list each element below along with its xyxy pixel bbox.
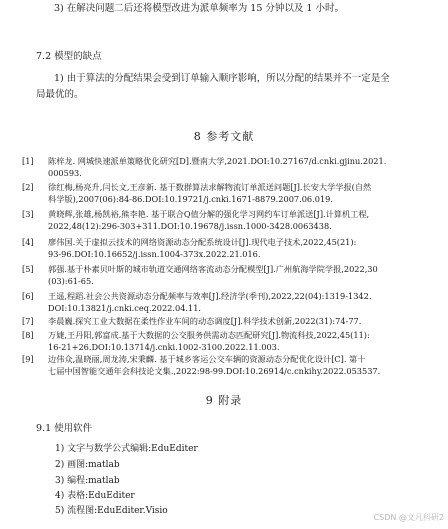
reference-text-cont: 16-21+26.DOI:10.13714/j.cnki.1002-3100.2022.11.003.	[48, 342, 280, 352]
reference-number: [4]	[22, 237, 34, 247]
reference-text: 陈梓龙. 网城快速派单策略优化研究[D].暨南大学,2021.DOI:10.27167/d.cnki.gjinu.2021.	[48, 156, 387, 166]
reference-text: 徐红梅,杨亮升,闫长文,王彦新. 基于数群算法求解物流订单派送问题[J].长安大学学报(自然	[48, 182, 372, 192]
reference-text-cont: 000593.	[48, 168, 82, 178]
references-title: 8 参考文献	[193, 130, 255, 143]
reference-number: [3]	[22, 209, 34, 219]
reference-text-cont: 七届中国智能交通年会科技论文集.,2022:98-99.DOI:10.26914/c.cnkihy.2022.053537.	[48, 366, 381, 376]
reference-number: [1]	[22, 156, 34, 166]
software-item: 5) 流程图:EduEditer.Visio	[55, 506, 168, 516]
reference-text: 廖伟国.关于虚拟云技术的网络资源动态分配系统设计[J].现代电子技术,2022,45(21):	[48, 237, 357, 247]
reference-number: [6]	[22, 291, 34, 301]
reference-text-cont: (03):61-65.	[48, 276, 94, 286]
appendix-subheading: 9.1 使用软件	[36, 423, 93, 434]
section-7-2-para-line2: 局最优的。	[36, 89, 84, 100]
top-list-item: 3) 在解决问题二后还将模型改进为派单频率为 15 分钟以及 1 小时。	[54, 3, 344, 14]
reference-text: 边伟众,温晓丽,周龙涛,宋秉麟. 基于城乡客运公交车辆的资源动态分配优化设计[C]. 第十	[48, 354, 366, 364]
appendix-title: 9 附录	[205, 394, 243, 407]
reference-number: [5]	[22, 264, 34, 274]
reference-text: 黄晓辉,张雄,杨凯裕,熊李艳. 基于联合Q值分解的强化学习网约车订单派送[J].计算机工程,	[48, 209, 370, 219]
reference-text-cont: 2022,48(12):296-303+311.DOI:10.19678/j.issn.1000-3428.0063438.	[48, 221, 332, 231]
software-item: 1) 文字与数学公式编辑:EduEditer	[55, 444, 198, 454]
software-item: 4) 表格:EduEditer	[55, 491, 135, 501]
reference-text-cont: 科学版),2007(06):84-86.DOI:10.19721/j.cnki.1671-8879.2007.06.019.	[48, 194, 333, 204]
reference-number: [7]	[22, 316, 34, 326]
software-item: 3) 编程:matlab	[55, 476, 120, 486]
software-item: 2) 画图:matlab	[55, 460, 120, 470]
reference-text: 郭强.基于朴素贝叶斯的城市轨道交通网络客流动态分配模型[J].广州航海学院学报,2022,30	[48, 264, 378, 274]
reference-text-cont: 93-96.DOI:10.16652/j.issn.1004-373x.2022.21.016.	[48, 249, 261, 259]
reference-text: 李晨巍.探究工业大数据在柔性作业车间的动态调度[J].科学技术创新,2022(31):74-77.	[48, 316, 362, 326]
reference-number: [2]	[22, 182, 34, 192]
watermark: CSDN @文凡科研2	[373, 513, 444, 522]
reference-text: 万婕,王丹阳,郭富成.基于大数据的公交服务供需动态匹配研究[J].物流科技,2022,45(11):	[48, 330, 370, 340]
section-heading-7-2: 7.2 模型的缺点	[36, 51, 102, 62]
reference-number: [9]	[22, 354, 34, 364]
reference-number: [8]	[22, 330, 34, 340]
reference-text-cont: DOI:10.13821/j.cnki.ceq.2022.04.11.	[48, 303, 202, 313]
section-7-2-para-line1: 1) 由于算法的分配结果会受到订单输入顺序影响，所以分配的结果并不一定是全	[54, 73, 390, 84]
reference-text: 王遥,程蹈.社会公共资源动态分配频率与效率[J].经济学(季刊),2022,22(04):1319-1342.	[48, 291, 372, 301]
